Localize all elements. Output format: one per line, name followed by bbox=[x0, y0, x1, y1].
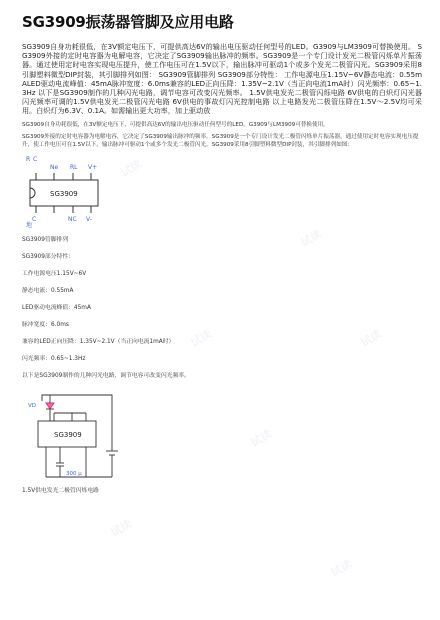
pinout-caption: SG3909管脚排列 bbox=[22, 236, 69, 243]
watermark: 试读 bbox=[118, 157, 145, 180]
pinout-diagram bbox=[24, 153, 110, 229]
feature-item: 兼容的LED正向压降：1.35V~2.1V（当正向电流1mA时） bbox=[22, 338, 175, 345]
watermark: 试读 bbox=[248, 427, 275, 450]
pin-label-bottom-2: NC bbox=[68, 215, 77, 223]
paragraph-3: SG3909外接的定时电容器为电解电容，它决定了SG3909输出脉冲的频率。SG3909是一个专门设计发光二极管闪烁单片振荡器。通过使用定时电容实现电压提升，使工作电压可在1.5V以下，输出脉冲可驱动1个或多个发光二极管闪光。SG3909采用8引脚塑料微型DIP封装，其引脚排列如图： bbox=[22, 133, 419, 148]
circuit-intro: 以下是SG3909制作的几种闪光电路，调节电容可改变闪光频率。 bbox=[22, 372, 190, 379]
capacitor-label: 300 μ bbox=[66, 470, 82, 477]
pin-label-top-2: Ne bbox=[50, 163, 59, 171]
circuit-chip-label: SG3909 bbox=[54, 430, 82, 439]
feature-item: LED驱动电流峰值：45mA bbox=[22, 304, 91, 311]
watermark: 试读 bbox=[108, 517, 135, 540]
feature-item: 工作电源电压1.15V~6V bbox=[22, 270, 87, 277]
chip-label: SG3909 bbox=[50, 189, 78, 198]
watermark: 试读 bbox=[328, 557, 355, 580]
pin-label-bottom-0: C bbox=[32, 215, 37, 223]
feature-item: 脉冲宽度：6.0ms bbox=[22, 321, 69, 328]
features-heading: SG3909部分特性： bbox=[22, 253, 74, 260]
watermark: 试读 bbox=[188, 327, 215, 350]
circuit-caption: 1.5V供电发光二极管闪烁电路 bbox=[22, 487, 99, 494]
pin-label-top-1: C bbox=[33, 155, 38, 163]
pin-label-bottom-3: V- bbox=[86, 215, 92, 223]
led-symbol bbox=[46, 403, 54, 409]
pin-label-top-4: V+ bbox=[88, 163, 98, 171]
pin-label-top-0: R bbox=[26, 155, 31, 163]
watermark: 试读 bbox=[298, 227, 325, 250]
led-label: VD bbox=[28, 402, 36, 409]
paragraph-2: SG3909自身功耗很低，在3V额定电压下，可提供高达6V的输出电压驱动任何型号的LED。G3909与LM3909可替换使用。 bbox=[22, 121, 329, 128]
watermark: 试读 bbox=[358, 327, 385, 350]
document-page bbox=[22, 12, 422, 504]
page-title: SG3909振荡器管脚及应用电路 bbox=[22, 13, 234, 31]
flasher-circuit-diagram bbox=[24, 391, 124, 483]
pin-label-bottom-1: 地 bbox=[26, 221, 33, 229]
intro-paragraph: SG3909自身功耗很低，在3V额定电压下，可提供高达6V的输出电压驱动任何型号的LED。G3909与LM3909可替换使用。 SG3909外接的定时电容器为电解电容，它决定了SG3909输出脉冲的频率。SG3909是一个专门设计发光二极管闪烁单片振荡器。通过使用定时电容实现电压提升，使工作电压可在1.5V以下，输出脉冲可驱动1个或多个发光二极管闪光。SG3909采用8引脚塑料微型DIP封装，其引脚排列如图： SG3909管脚排列 SG3909部分特性： 工作电源电压1.15V~6V静态电流：0.55mALED驱动电流峰值：45mA脉冲宽度：6.0ms兼容的LED正向压降：1.35V~2.1V（当正向电流1mA时）闪光频率：0.65~1.3Hz 以下是SG3909制作的几种闪光电路，调节电容可改变闪光频率。 1.5V供电发光二极管闪烁电路 6V供电的白炽灯闪光器 闪光频率可调的1.5V供电发光二极管闪光电路 6V供电的事故灯闪光控制电路 以上电路发光二极管压降在1.5V～2.5V均可采用。白炽灯为6.3V、0.1A。如需输出更大功率，加上驱动放 bbox=[22, 42, 422, 116]
feature-item: 静态电流：0.55mA bbox=[22, 287, 74, 294]
feature-item: 闪光频率：0.65~1.3Hz bbox=[22, 355, 86, 362]
pin-label-top-3: RL bbox=[70, 163, 78, 171]
